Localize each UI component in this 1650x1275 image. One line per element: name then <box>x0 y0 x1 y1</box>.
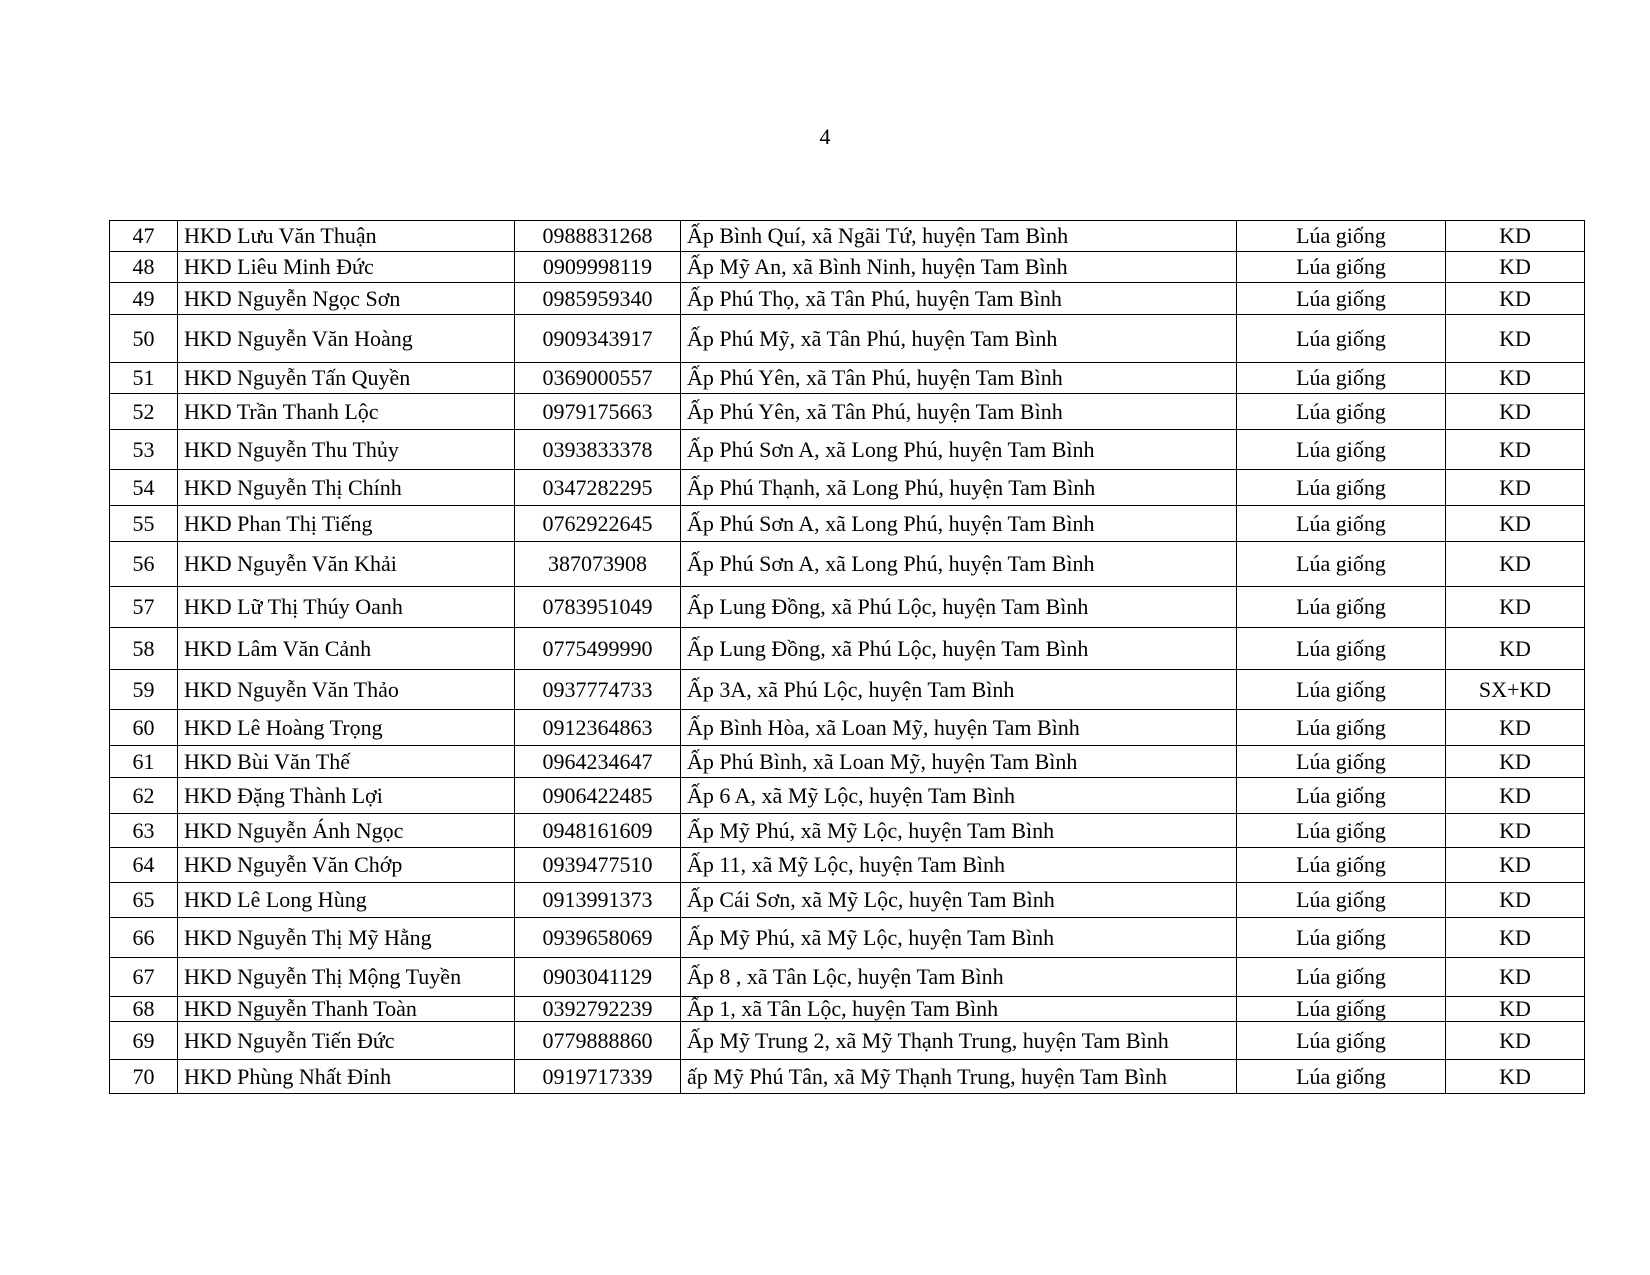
table-row <box>110 814 1585 848</box>
business-type-cell: KD <box>1446 587 1585 628</box>
business-name-cell: HKD Nguyễn Ánh Ngọc <box>178 814 515 848</box>
product-cell: Lúa giống <box>1237 315 1446 363</box>
address-cell: Ấp Phú Mỹ, xã Tân Phú, huyện Tam Bình <box>681 315 1237 363</box>
address-cell: Ấp Phú Thạnh, xã Long Phú, huyện Tam Bình <box>681 470 1237 506</box>
table-row <box>110 778 1585 814</box>
business-name-cell: HKD Nguyễn Ngọc Sơn <box>178 283 515 315</box>
business-type-cell: KD <box>1446 848 1585 883</box>
phone-number-cell: 0988831268 <box>515 221 681 252</box>
phone-number-cell: 0937774733 <box>515 670 681 710</box>
table-row <box>110 958 1585 997</box>
business-name-cell: HKD Lâm Văn Cảnh <box>178 628 515 670</box>
row-number-cell: 52 <box>110 394 178 430</box>
table-row <box>110 628 1585 670</box>
business-name-cell: HKD Nguyễn Tiến Đức <box>178 1022 515 1060</box>
business-type-cell: KD <box>1446 283 1585 315</box>
address-cell: Ấp Cái Sơn, xã Mỹ Lộc, huyện Tam Bình <box>681 883 1237 918</box>
product-cell: Lúa giống <box>1237 883 1446 918</box>
table-body <box>110 221 1585 1094</box>
address-cell: Ấp 11, xã Mỹ Lộc, huyện Tam Bình <box>681 848 1237 883</box>
business-type-cell: KD <box>1446 470 1585 506</box>
address-cell: Ấp Lung Đồng, xã Phú Lộc, huyện Tam Bình <box>681 628 1237 670</box>
address-cell: Ấp Phú Sơn A, xã Long Phú, huyện Tam Bình <box>681 430 1237 470</box>
product-cell: Lúa giống <box>1237 848 1446 883</box>
business-name-cell: HKD Phùng Nhất Đỉnh <box>178 1060 515 1094</box>
product-cell: Lúa giống <box>1237 221 1446 252</box>
business-name-cell: HKD Nguyễn Văn Khải <box>178 542 515 587</box>
business-name-cell: HKD Bùi Văn Thế <box>178 746 515 778</box>
phone-number-cell: 0775499990 <box>515 628 681 670</box>
row-number-cell: 67 <box>110 958 178 997</box>
business-type-cell: KD <box>1446 997 1585 1022</box>
row-number-cell: 68 <box>110 997 178 1022</box>
business-type-cell: KD <box>1446 430 1585 470</box>
phone-number-cell: 0392792239 <box>515 997 681 1022</box>
product-cell: Lúa giống <box>1237 710 1446 746</box>
table-row <box>110 542 1585 587</box>
phone-number-cell: 0985959340 <box>515 283 681 315</box>
table-row <box>110 430 1585 470</box>
address-cell: Ấp Mỹ Phú, xã Mỹ Lộc, huyện Tam Bình <box>681 918 1237 958</box>
product-cell: Lúa giống <box>1237 1060 1446 1094</box>
row-number-cell: 56 <box>110 542 178 587</box>
product-cell: Lúa giống <box>1237 542 1446 587</box>
table-row <box>110 1060 1585 1094</box>
table-row <box>110 918 1585 958</box>
phone-number-cell: 0762922645 <box>515 506 681 542</box>
address-cell: Ấp Phú Yên, xã Tân Phú, huyện Tam Bình <box>681 394 1237 430</box>
table-row <box>110 746 1585 778</box>
product-cell: Lúa giống <box>1237 997 1446 1022</box>
business-type-cell: KD <box>1446 883 1585 918</box>
table-row <box>110 848 1585 883</box>
product-cell: Lúa giống <box>1237 1022 1446 1060</box>
row-number-cell: 51 <box>110 363 178 394</box>
business-name-cell: HKD Nguyễn Thanh Toàn <box>178 997 515 1022</box>
address-cell: Ấp Bình Quí, xã Ngãi Tứ, huyện Tam Bình <box>681 221 1237 252</box>
product-cell: Lúa giống <box>1237 470 1446 506</box>
business-name-cell: HKD Lữ Thị Thúy Oanh <box>178 587 515 628</box>
row-number-cell: 61 <box>110 746 178 778</box>
row-number-cell: 69 <box>110 1022 178 1060</box>
row-number-cell: 50 <box>110 315 178 363</box>
table-row <box>110 252 1585 283</box>
row-number-cell: 49 <box>110 283 178 315</box>
address-cell: Ấp Phú Yên, xã Tân Phú, huyện Tam Bình <box>681 363 1237 394</box>
business-type-cell: KD <box>1446 506 1585 542</box>
business-name-cell: HKD Nguyễn Thu Thủy <box>178 430 515 470</box>
business-name-cell: HKD Nguyễn Văn Hoàng <box>178 315 515 363</box>
row-number-cell: 57 <box>110 587 178 628</box>
address-cell: ấp Mỹ Phú Tân, xã Mỹ Thạnh Trung, huyện Tam Bình <box>681 1060 1237 1094</box>
address-cell: Ấp Mỹ Phú, xã Mỹ Lộc, huyện Tam Bình <box>681 814 1237 848</box>
phone-number-cell: 0912364863 <box>515 710 681 746</box>
business-name-cell: HKD Nguyễn Tấn Quyền <box>178 363 515 394</box>
address-cell: Ấp Lung Đồng, xã Phú Lộc, huyện Tam Bình <box>681 587 1237 628</box>
business-name-cell: HKD Nguyễn Thị Mỹ Hằng <box>178 918 515 958</box>
address-cell: Ấp Phú Sơn A, xã Long Phú, huyện Tam Bình <box>681 542 1237 587</box>
business-name-cell: HKD Lưu Văn Thuận <box>178 221 515 252</box>
row-number-cell: 47 <box>110 221 178 252</box>
product-cell: Lúa giống <box>1237 918 1446 958</box>
business-name-cell: HKD Nguyễn Thị Chính <box>178 470 515 506</box>
product-cell: Lúa giống <box>1237 506 1446 542</box>
business-type-cell: KD <box>1446 918 1585 958</box>
business-name-cell: HKD Nguyễn Văn Thảo <box>178 670 515 710</box>
row-number-cell: 64 <box>110 848 178 883</box>
business-type-cell: KD <box>1446 542 1585 587</box>
row-number-cell: 55 <box>110 506 178 542</box>
product-cell: Lúa giống <box>1237 587 1446 628</box>
product-cell: Lúa giống <box>1237 814 1446 848</box>
table-row <box>110 363 1585 394</box>
phone-number-cell: 0906422485 <box>515 778 681 814</box>
address-cell: Ấp Phú Sơn A, xã Long Phú, huyện Tam Bình <box>681 506 1237 542</box>
business-name-cell: HKD Phan Thị Tiếng <box>178 506 515 542</box>
address-cell: Ấp 1, xã Tân Lộc, huyện Tam Bình <box>681 997 1237 1022</box>
address-cell: Ấp 6 A, xã Mỹ Lộc, huyện Tam Bình <box>681 778 1237 814</box>
product-cell: Lúa giống <box>1237 628 1446 670</box>
business-type-cell: KD <box>1446 252 1585 283</box>
table-row <box>110 670 1585 710</box>
row-number-cell: 54 <box>110 470 178 506</box>
product-cell: Lúa giống <box>1237 746 1446 778</box>
business-type-cell: KD <box>1446 221 1585 252</box>
phone-number-cell: 0393833378 <box>515 430 681 470</box>
phone-number-cell: 0347282295 <box>515 470 681 506</box>
business-type-cell: KD <box>1446 628 1585 670</box>
phone-number-cell: 0779888860 <box>515 1022 681 1060</box>
table-row <box>110 283 1585 315</box>
phone-number-cell: 0369000557 <box>515 363 681 394</box>
phone-number-cell: 0903041129 <box>515 958 681 997</box>
table-row <box>110 315 1585 363</box>
business-name-cell: HKD Nguyễn Thị Mộng Tuyền <box>178 958 515 997</box>
business-type-cell: KD <box>1446 814 1585 848</box>
address-cell: Ấp 8 , xã Tân Lộc, huyện Tam Bình <box>681 958 1237 997</box>
business-type-cell: KD <box>1446 394 1585 430</box>
phone-number-cell: 0939658069 <box>515 918 681 958</box>
business-type-cell: KD <box>1446 778 1585 814</box>
phone-number-cell: 0909343917 <box>515 315 681 363</box>
business-name-cell: HKD Nguyễn Văn Chớp <box>178 848 515 883</box>
business-type-cell: KD <box>1446 710 1585 746</box>
business-type-cell: SX+KD <box>1446 670 1585 710</box>
business-type-cell: KD <box>1446 1060 1585 1094</box>
address-cell: Ấp Mỹ An, xã Bình Ninh, huyện Tam Bình <box>681 252 1237 283</box>
address-cell: Ấp Bình Hòa, xã Loan Mỹ, huyện Tam Bình <box>681 710 1237 746</box>
product-cell: Lúa giống <box>1237 430 1446 470</box>
phone-number-cell: 0939477510 <box>515 848 681 883</box>
table-row <box>110 470 1585 506</box>
business-table <box>109 220 1585 1094</box>
business-type-cell: KD <box>1446 315 1585 363</box>
table-row <box>110 1022 1585 1060</box>
row-number-cell: 48 <box>110 252 178 283</box>
business-name-cell: HKD Lê Hoàng Trọng <box>178 710 515 746</box>
page-number: 4 <box>819 124 831 149</box>
business-type-cell: KD <box>1446 958 1585 997</box>
table-row <box>110 710 1585 746</box>
phone-number-cell: 0964234647 <box>515 746 681 778</box>
product-cell: Lúa giống <box>1237 958 1446 997</box>
product-cell: Lúa giống <box>1237 670 1446 710</box>
business-type-cell: KD <box>1446 363 1585 394</box>
business-name-cell: HKD Liêu Minh Đức <box>178 252 515 283</box>
row-number-cell: 62 <box>110 778 178 814</box>
table-row <box>110 997 1585 1022</box>
table-row <box>110 394 1585 430</box>
product-cell: Lúa giống <box>1237 394 1446 430</box>
table-row <box>110 506 1585 542</box>
row-number-cell: 66 <box>110 918 178 958</box>
phone-number-cell: 0909998119 <box>515 252 681 283</box>
row-number-cell: 53 <box>110 430 178 470</box>
business-name-cell: HKD Đặng Thành Lợi <box>178 778 515 814</box>
product-cell: Lúa giống <box>1237 252 1446 283</box>
phone-number-cell: 0913991373 <box>515 883 681 918</box>
address-cell: Ấp Phú Thọ, xã Tân Phú, huyện Tam Bình <box>681 283 1237 315</box>
business-type-cell: KD <box>1446 746 1585 778</box>
phone-number-cell: 0948161609 <box>515 814 681 848</box>
phone-number-cell: 0919717339 <box>515 1060 681 1094</box>
product-cell: Lúa giống <box>1237 778 1446 814</box>
product-cell: Lúa giống <box>1237 363 1446 394</box>
row-number-cell: 58 <box>110 628 178 670</box>
phone-number-cell: 387073908 <box>515 542 681 587</box>
row-number-cell: 60 <box>110 710 178 746</box>
address-cell: Ấp Mỹ Trung 2, xã Mỹ Thạnh Trung, huyện Tam Bình <box>681 1022 1237 1060</box>
table-row <box>110 883 1585 918</box>
row-number-cell: 70 <box>110 1060 178 1094</box>
table-row <box>110 587 1585 628</box>
phone-number-cell: 0979175663 <box>515 394 681 430</box>
row-number-cell: 63 <box>110 814 178 848</box>
row-number-cell: 59 <box>110 670 178 710</box>
business-name-cell: HKD Lê Long Hùng <box>178 883 515 918</box>
row-number-cell: 65 <box>110 883 178 918</box>
business-type-cell: KD <box>1446 1022 1585 1060</box>
address-cell: Ấp Phú Bình, xã Loan Mỹ, huyện Tam Bình <box>681 746 1237 778</box>
address-cell: Ấp 3A, xã Phú Lộc, huyện Tam Bình <box>681 670 1237 710</box>
table-row <box>110 221 1585 252</box>
product-cell: Lúa giống <box>1237 283 1446 315</box>
phone-number-cell: 0783951049 <box>515 587 681 628</box>
business-name-cell: HKD Trần Thanh Lộc <box>178 394 515 430</box>
